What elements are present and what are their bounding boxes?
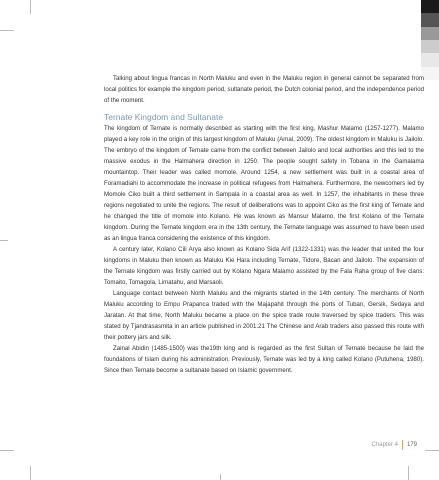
- crop-mark: [425, 450, 439, 451]
- page-footer: [372, 440, 417, 450]
- paragraph: A century later, Kolano Cili Arya also known as Kolano Sida Arif (1322-1331) was the leader that united the four kingdoms in Maluku then known as Maluku Kie Hara including Ternate, Tidore, Bacan and Jailolo. The expansion of the Ternate kingdom was firstly carried out by Kolano Ngara Malamo assisted by the Fala Raha group of five clans: Tomaito, Tomagola, Limatahu, and Marsaoli.: [104, 246, 424, 286]
- chapter-label: Chapter 4: [371, 442, 398, 448]
- paragraph: The kingdom of Ternate is normally described as starting with the first king, Mashur Malamo (1257-1277). Malamo played a key role in the origin of this largest kingdom of Maluku (Amal, 2009). The oldest kingdom in Maluku is Jailolo. The embryo of the kingdom of Ternate came from the conflict between Jailolo and local authorities and this led to the massive exodus in the Halmahera direction in 1250. The people sought safety in Tobana in the Gamalama mountaintop. Their leader was called momole. Around 1254, a new settlement was built in a coastal area of Foramadiahi to accommodate the increase in political refugees from Halmahera. Furthermore, the newcomers led by Momole Ciko built a third settlement in Sampala in a coastal area as well. In 1257, the inhabitants in these three regions negotiated to unite the regions. The result of deliberations was to appoint Ciko as the first king of Ternate and he changed the title of momole into Kolano. He was known as Mansur Malamo, the first Kolano of the Ternate kingdom. During the Ternate kingdom era in the 13th century, the Ternate language was assumed to have been used as an lingua franca considering the existence of this kingdom.: [104, 125, 424, 242]
- crop-mark: [30, 0, 31, 14]
- paragraph: Language contact between North Maluku and the migrants started in the 14th century. The merchants of North Maluku according to Empu Prapanca traded with the Majapahit through the ports of Tuban, Gersik, Sedaya and Jaratan. At that time, North Maluku became a place on the spice trade route traversed by spice traders. This was stated by Tjandrasasmita in an article published in 2001.21 The Chinese and Arab traders also passed this route with their pottery jars and silk.: [104, 290, 424, 341]
- body-text: [104, 73, 424, 376]
- crop-mark: [220, 474, 221, 480]
- page-number: 179: [406, 442, 417, 448]
- crop-mark: [30, 466, 31, 480]
- swatch: [421, 53, 439, 66]
- intro-paragraph: Talking about lingua francas in North Maluku and even in the Maluku region in general cannot be separated from local politics for example the kingdom period, sultanate period, the Dutch colonial period, and the independence period of the moment.: [104, 75, 424, 104]
- crop-mark: [408, 466, 409, 480]
- swatch: [421, 27, 439, 40]
- footer-divider: [402, 440, 403, 450]
- crop-mark: [0, 450, 14, 451]
- color-swatch-strip: [421, 0, 439, 80]
- swatch: [421, 40, 439, 53]
- swatch: [421, 13, 439, 26]
- swatch: [421, 0, 439, 13]
- crop-mark: [0, 30, 14, 31]
- crop-mark: [0, 240, 8, 241]
- section-heading: Ternate Kingdom and Sultanate: [104, 112, 224, 122]
- paragraph: Zainal Abidin (1485-1500) was the19th king and is regarded as the first Sultan of Ternate because he laid the foundations of Islam during his administration. Previously, Ternate was led by a king called Kolano (Putuhena, 1980). Since then Ternate become a sultanate based on Islamic government.: [104, 345, 424, 374]
